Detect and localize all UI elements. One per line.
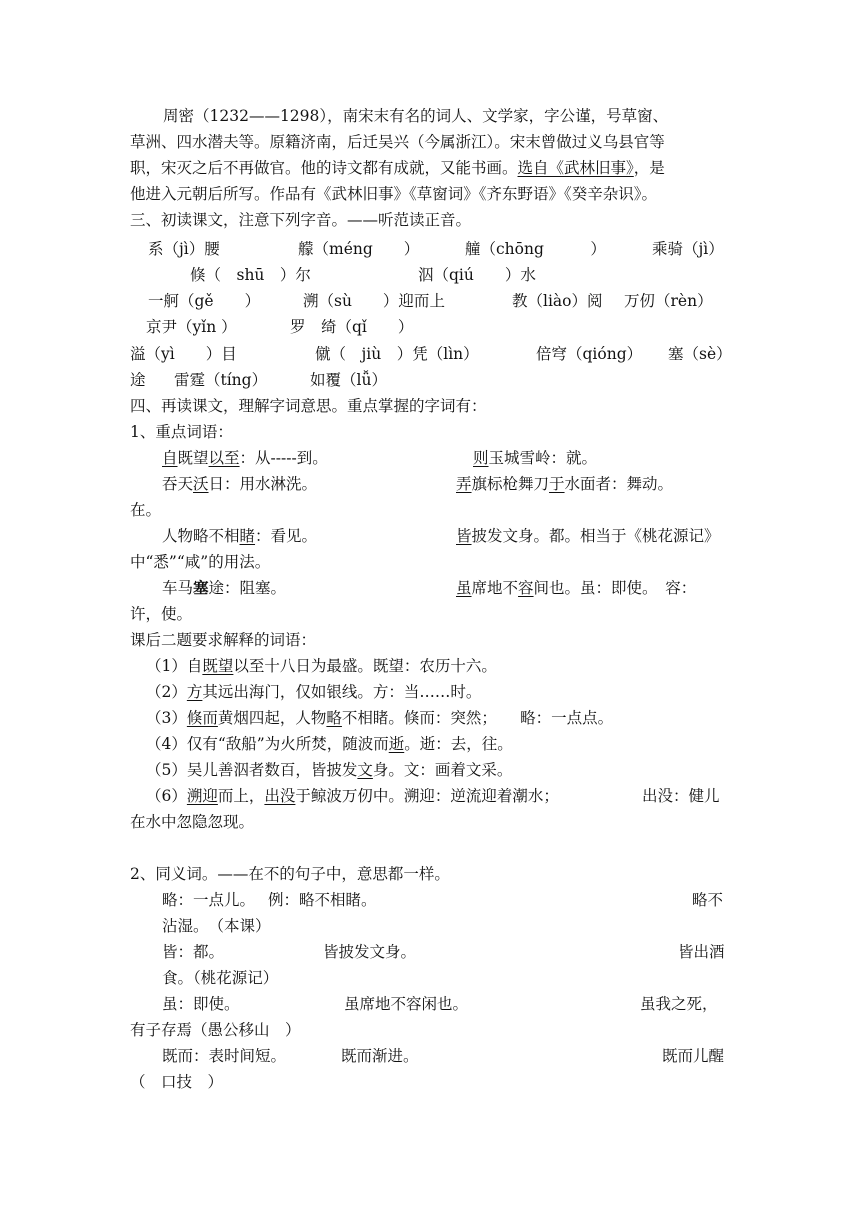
- intro-line-4: [130, 184, 657, 204]
- text-span: 在。: [130, 501, 162, 519]
- text-span: 身。文：画着文采。: [372, 761, 513, 779]
- text-span: 睹: [239, 527, 256, 545]
- text-span: 1、重点词语：: [130, 423, 233, 441]
- text-span: 草洲、四水潜夫等。原籍济南，后迁吴兴（今属浙江）。宋末曾做过义乌县官等: [130, 133, 665, 151]
- section-4-heading: [130, 396, 487, 416]
- text-span: 2、同义词。——在不的句子中，意思都一样。: [130, 865, 450, 883]
- text-span: 席地不: [471, 579, 519, 597]
- text-span: （1）自: [146, 657, 203, 675]
- text-span: （5）吴儿善泅者数百，皆披发: [146, 761, 358, 779]
- key-word-row-2-cont: [130, 500, 161, 520]
- text-span: 他进入元朝后所写。作品有《武林旧事》《草窗词》《齐东野语》《癸辛杂识》。: [130, 185, 658, 203]
- text-span: 中“悉”“咸”的用法。: [130, 553, 271, 571]
- text-span: 人物略不相: [162, 527, 240, 545]
- text-span: [473, 448, 597, 468]
- text-span: 日：用水淋洗。: [208, 475, 318, 493]
- text-span: 沾湿。 （本课）: [162, 917, 271, 935]
- text-span: 文: [357, 761, 373, 779]
- text-span: 四、再读课文，理解字词意思。重点掌握的字词有：: [130, 397, 487, 415]
- synonym-row-1-cont: [162, 916, 271, 936]
- after-class-heading: [130, 630, 316, 650]
- text-span: 黄烟四起，人物: [217, 709, 327, 727]
- text-span: 在水中忽隐忽现。: [130, 813, 255, 831]
- text-span: 而上，: [217, 787, 265, 805]
- text-span: （3）: [146, 709, 187, 727]
- text-span: [162, 578, 286, 598]
- subsection-2-heading: [130, 864, 450, 884]
- text-span: 逝: [388, 735, 405, 753]
- text-span: 自: [162, 449, 178, 467]
- text-span: 间也。虽：即使。 容：: [533, 579, 697, 597]
- pinyin-item: 罗 绮（qǐ ）: [290, 318, 414, 336]
- pinyin-item: 如覆（lǚ）: [310, 371, 387, 389]
- text-span: 出没：健儿: [642, 787, 720, 805]
- text-span: 吞天: [162, 475, 194, 493]
- pinyin-item: 倏（ shū ）尔: [190, 266, 311, 284]
- source-underlined: 选自《武林旧事》: [517, 159, 634, 177]
- intro-line-1: [163, 106, 668, 126]
- key-word-row-4-cont: [130, 604, 192, 624]
- text-span: 倏而: [186, 709, 218, 727]
- pinyin-item: 乘骑（jì）: [652, 240, 724, 258]
- text-span: 弄: [456, 475, 472, 493]
- text-span: 于: [549, 475, 565, 493]
- pinyin-item: 艨（méng ）: [298, 240, 420, 258]
- text-span: 出没: [264, 787, 296, 805]
- section-3-heading: [130, 210, 471, 230]
- text-span: 既而：表时间短。: [162, 1047, 287, 1065]
- text-span: 例：略不相睹。: [268, 891, 377, 909]
- text-span: 既而渐进。: [341, 1047, 419, 1065]
- pinyin-item: 万仞（rèn）: [624, 292, 713, 310]
- text-span: ：看见。: [255, 527, 318, 545]
- text-span: 虽: [456, 579, 472, 597]
- text-span: 不相睹。倏而：突然； 略：一点点。: [341, 709, 614, 727]
- pinyin-item: 一舸（gě ）: [148, 292, 261, 310]
- text-span: 其远出海门，仅如银线。方：当……时。: [202, 683, 482, 701]
- pinyin-item: 艟（chōng ）: [465, 240, 606, 258]
- subsection-1-heading: [130, 422, 233, 442]
- text-span: [146, 786, 559, 806]
- text-span: 许，使。: [130, 605, 193, 623]
- text-span: 旗标枪舞刀: [471, 475, 550, 493]
- text-span: 略不: [692, 891, 724, 909]
- text-span: [456, 474, 673, 494]
- text-span: 披发文身。都。相当于《桃花源记》: [471, 527, 720, 545]
- text-span: 周密（1232——1298），南宋末有名的词人、文学家，字公谨，号草窗、: [163, 107, 669, 125]
- text-span: 既望: [202, 657, 234, 675]
- text-span: 三、初读课文，注意下列字音。——听范读正音。: [130, 211, 472, 229]
- synonym-row-3-cont: [130, 1020, 301, 1040]
- text-span: 以至十八日为最盛。既望：农历十六。: [233, 657, 497, 675]
- pinyin-item: 教（liào）阅: [512, 292, 603, 310]
- pinyin-item: 系（jì）腰: [148, 240, 220, 258]
- text-span: 职，宋灭之后不再做官。他的诗文都有成就，又能书画。: [130, 159, 518, 177]
- text-span: 玉城雪岭：就。: [488, 449, 598, 467]
- text-span: [162, 474, 317, 494]
- text-span: 既而儿醒: [662, 1047, 725, 1065]
- text-span: 塞: [193, 578, 209, 597]
- text-span: （2）: [146, 683, 187, 701]
- pinyin-item: 塞（sè）: [668, 345, 732, 363]
- text-span: [456, 578, 696, 598]
- text-span: 。逝：去，往。: [404, 735, 513, 753]
- text-span: ：从-----到。: [239, 449, 328, 467]
- pinyin-item: 倍穹（qióng）: [536, 345, 643, 363]
- text-span: 则: [473, 449, 489, 467]
- text-span: 水面者：舞动。: [564, 475, 674, 493]
- text-span: 有子存焉（愚公移山 ）: [130, 1021, 301, 1039]
- pinyin-item: 泅（qiú ）水: [418, 266, 536, 284]
- text-span: 容: [518, 579, 534, 597]
- text-span: （6）: [146, 787, 187, 805]
- text-span: 溯迎: [186, 787, 218, 805]
- pinyin-item: 京尹（yǐn ）: [146, 318, 237, 336]
- pinyin-item: 雷霆（tíng）: [174, 371, 268, 389]
- exercise-item-6-cont: [130, 812, 254, 832]
- text-span: 沃: [193, 475, 209, 493]
- synonym-row-2-cont: [162, 968, 278, 988]
- text-span: 虽：即使。: [162, 995, 240, 1013]
- text-span: （ 口技 ）: [130, 1073, 224, 1091]
- text-span: 略：一点儿。: [162, 891, 256, 909]
- text-span: 于鲸波万仞中。溯迎：逆流迎着潮水；: [295, 787, 559, 805]
- pinyin-item: 僦（ jiù ）凭（lìn）: [315, 345, 479, 363]
- text-span: ，是: [633, 159, 665, 177]
- intro-line-2: [130, 132, 665, 152]
- text-span: 途：阻塞。: [208, 579, 287, 597]
- text-span: 皆: [456, 527, 472, 545]
- text-span: 课后二题要求解释的词语：: [130, 631, 317, 649]
- exercise-item-4: [146, 734, 513, 754]
- text-span: [456, 526, 720, 546]
- text-span: 车马: [162, 579, 194, 597]
- text-span: 既望: [177, 449, 209, 467]
- exercise-item-2: [146, 682, 481, 702]
- text-span: （4）仅有“敌船”为火所焚，随波而: [146, 735, 389, 753]
- text-span: 皆披发文身。: [323, 943, 417, 961]
- text-span: 皆出酒: [678, 943, 725, 961]
- text-span: 虽我之死，: [640, 995, 718, 1013]
- exercise-item-3: [146, 708, 613, 728]
- text-span: 食。（桃花源记）: [162, 969, 279, 987]
- text-span: 方: [186, 683, 203, 701]
- exercise-item-1: [146, 656, 497, 676]
- pinyin-item: 溢（yì ）目: [130, 345, 237, 363]
- key-word-row-3-cont: [130, 552, 270, 572]
- text-span: [162, 526, 317, 546]
- text-span: [162, 448, 328, 468]
- text-span: 皆：都。: [162, 943, 225, 961]
- text-span: 虽席地不容闲也。: [344, 995, 469, 1013]
- pinyin-item: 溯（sù ）迎而上: [303, 292, 445, 310]
- intro-line-3: [130, 158, 665, 178]
- pinyin-item: 途: [130, 371, 146, 389]
- text-span: 以至: [208, 449, 240, 467]
- text-span: 略: [326, 709, 342, 727]
- synonym-row-4-cont: [130, 1072, 223, 1092]
- exercise-item-5: [146, 760, 512, 780]
